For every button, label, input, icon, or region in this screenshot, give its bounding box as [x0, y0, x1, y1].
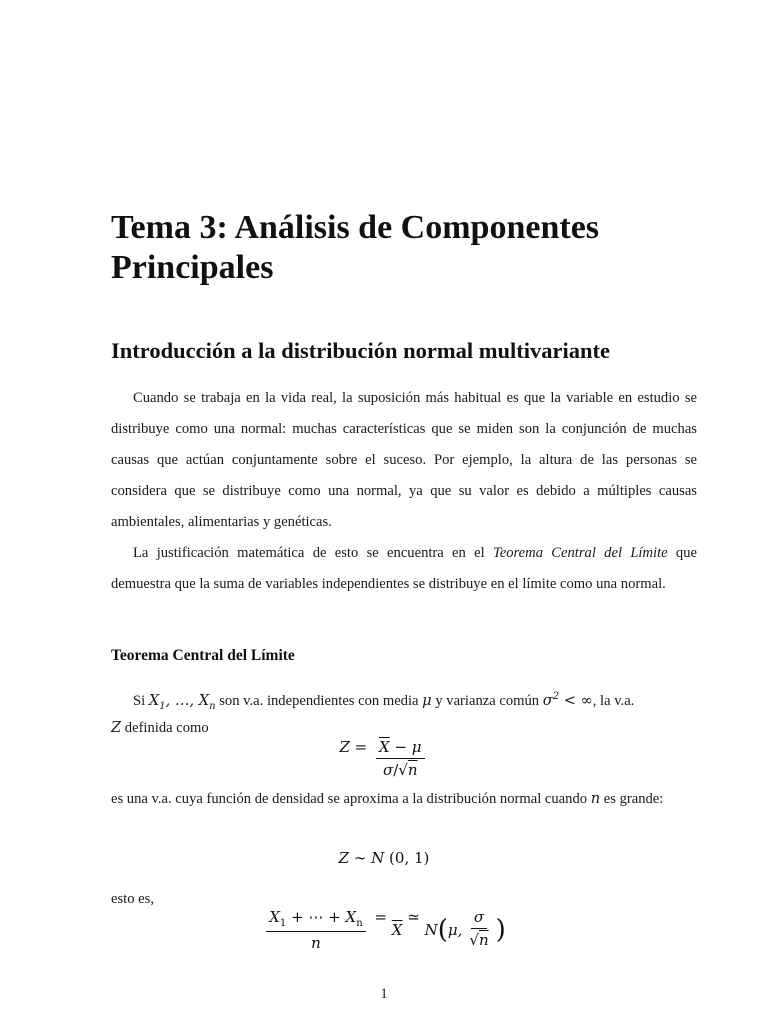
theorem-text-4: definida como	[124, 720, 209, 736]
formula-z-definition: Z = $\frac{\overline{X} - \mu}{\sigma/√n}$	[0, 738, 768, 779]
paragraph-justification	[111, 538, 697, 600]
after-formula-text: es una v.a. cuya función de densidad se aproxima a la distribución normal cuando	[111, 791, 588, 807]
math-variance: $\sigma^2$ < ∞	[542, 691, 593, 709]
paragraph-justification-end: que demuestra que la suma de variables independientes se distribuye en el límite como una normal.	[111, 545, 697, 592]
math-n: n	[590, 790, 601, 807]
page-number: 1	[380, 986, 388, 1002]
esto-es-line: esto es,	[111, 891, 154, 907]
theorem-text-3: , la v.a.	[592, 692, 635, 709]
theorem-name-emphasis: Teorema Central del Límite	[492, 545, 668, 561]
math-z: Z	[111, 719, 122, 736]
theorem-heading: Teorema Central del Límite	[111, 647, 295, 664]
math-x-sequence: $X_1$, …, $X_n$	[148, 691, 216, 712]
formula-z-normal: Z ∼ N (0, 1)	[338, 849, 430, 867]
section-heading: Introducción a la distribución normal multivariante	[111, 338, 610, 363]
paragraph-intro	[111, 383, 697, 538]
paragraph-intro-text: Cuando se trabaja en la vida real, la suposición más habitual es que la variable en estudio se distribuye como una normal: muchas características que se miden son la conjunción de muchas causas que actúan conjuntamente sobre el suceso. Por ejemplo, la altura de las personas se considera que se distribuye como una normal, ya que su valor es debido a múltiples causas ambientales, alimentarias y genéticas.	[111, 390, 697, 530]
math-mu: μ	[422, 691, 432, 709]
formula-sample-mean: $\frac{X_1 + \cdots + X_n}{n}$ = $\overline{X}$ ≃ N ( μ, $\frac{\sigma}{√n}$ )	[0, 908, 768, 952]
after-formula-line-1	[111, 783, 697, 815]
document-title: Tema 3: Análisis de Componentes Principales	[111, 209, 600, 286]
theorem-text-1: son v.a. independientes con media	[219, 692, 419, 709]
after-formula-text-end: es grande:	[603, 791, 664, 807]
theorem-si: Si	[133, 692, 146, 709]
theorem-text-2: y varianza común	[435, 692, 540, 709]
paragraph-justification-start: La justificación matemática de esto se encuentra en el	[133, 545, 493, 561]
